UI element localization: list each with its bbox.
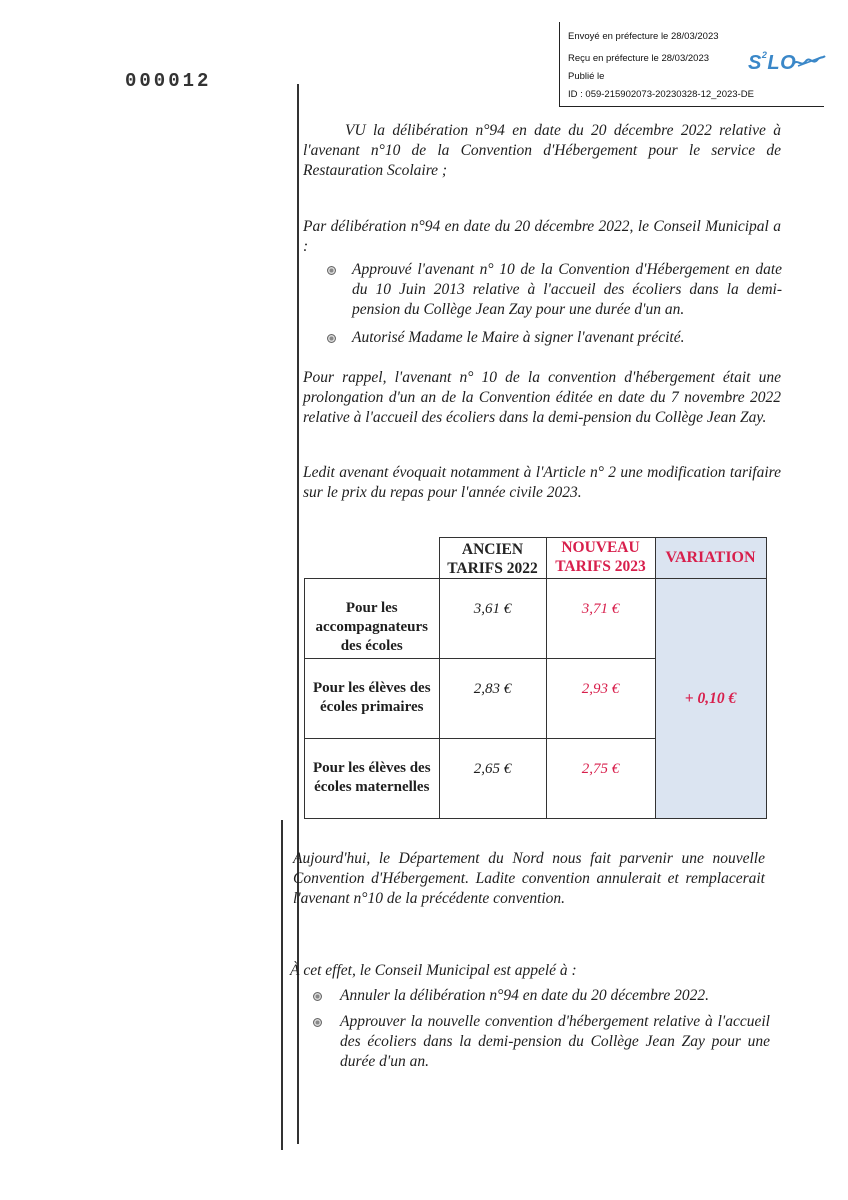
actions-list <box>340 986 770 1078</box>
bullet-icon <box>313 1018 322 1027</box>
prefecture-stamp <box>559 22 824 107</box>
list-item: Annuler la délibération n°94 en date du 20 décembre 2022. <box>340 986 770 1006</box>
stamp-publie: Publié le <box>568 71 605 82</box>
cell-nouveau: 3,71 € <box>546 579 655 659</box>
tarif-table <box>304 537 767 819</box>
ledit-paragraph: Ledit avenant évoquait notamment à l'Article n° 2 une modification tarifaire sur le prix du repas pour l'année civile 2023. <box>303 464 781 501</box>
decisions-list <box>352 260 782 356</box>
rappel-paragraph: Pour rappel, l'avenant n° 10 de la convention d'hébergement était une prolongation d'un an de la Convention éditée en date du 7 novembre 2022 relative à l'accueil des écoliers dans la demi-pension du Collège Jean Zay. <box>303 369 781 426</box>
list-item: Approuver la nouvelle convention d'hébergement relative à l'accueil des écoliers dans la demi-pension du Collège Jean Zay pour une durée d'un an. <box>340 1012 770 1072</box>
header-variation: VARIATION <box>655 538 766 579</box>
row-label: Pour les accompagnateurs des écoles <box>305 579 440 659</box>
margin-rule <box>297 84 299 1144</box>
document-number: 000012 <box>125 70 212 92</box>
margin-rule-lower <box>281 820 283 1150</box>
header-ancien: ANCIEN TARIFS 2022 <box>439 538 546 579</box>
swoosh-icon <box>792 52 826 70</box>
stamp-envoye: Envoyé en préfecture le 28/03/2023 <box>568 31 719 42</box>
cell-ancien: 3,61 € <box>439 579 546 659</box>
cell-ancien: 2,65 € <box>439 739 546 819</box>
list-item: Approuvé l'avenant n° 10 de la Convention d'Hébergement en date du 10 Juin 2013 relative à l'accueil des écoliers dans la demi-pension du Collège Jean Zay pour une durée d'un an. <box>352 260 782 320</box>
table-corner <box>305 538 440 579</box>
intro-paragraph: Par délibération n°94 en date du 20 décembre 2022, le Conseil Municipal a : <box>303 218 781 255</box>
list-item: Autorisé Madame le Maire à signer l'avenant précité. <box>352 328 782 348</box>
variation-cell: + 0,10 € <box>655 579 766 819</box>
row-label: Pour les élèves des écoles maternelles <box>305 739 440 819</box>
bullet-icon <box>327 334 336 343</box>
s2lo-logo: $S^2LO$ <box>748 50 797 74</box>
cell-ancien: 2,83 € <box>439 659 546 739</box>
cell-nouveau: 2,93 € <box>546 659 655 739</box>
aujourdhui-paragraph: Aujourd'hui, le Département du Nord nous fait parvenir une nouvelle Convention d'Hébergement. Ladite convention annulerait et remplacerait l'avenant n°10 de la précédente convention. <box>293 850 765 907</box>
bullet-icon <box>313 992 322 1001</box>
effet-paragraph: À cet effet, le Conseil Municipal est appelé à : <box>290 962 577 979</box>
stamp-id: ID : 059-215902073-20230328-12_2023-DE <box>568 89 754 100</box>
row-label: Pour les élèves des écoles primaires <box>305 659 440 739</box>
cell-nouveau: 2,75 € <box>546 739 655 819</box>
table-row <box>305 579 767 659</box>
bullet-icon <box>327 266 336 275</box>
stamp-recu: Reçu en préfecture le 28/03/2023 <box>568 53 710 64</box>
vu-paragraph: VU la délibération n°94 en date du 20 décembre 2022 relative à l'avenant n°10 de la Convention d'Hébergement pour le service de Restauration Scolaire ; <box>303 122 781 179</box>
header-nouveau: NOUVEAU TARIFS 2023 <box>546 538 655 579</box>
